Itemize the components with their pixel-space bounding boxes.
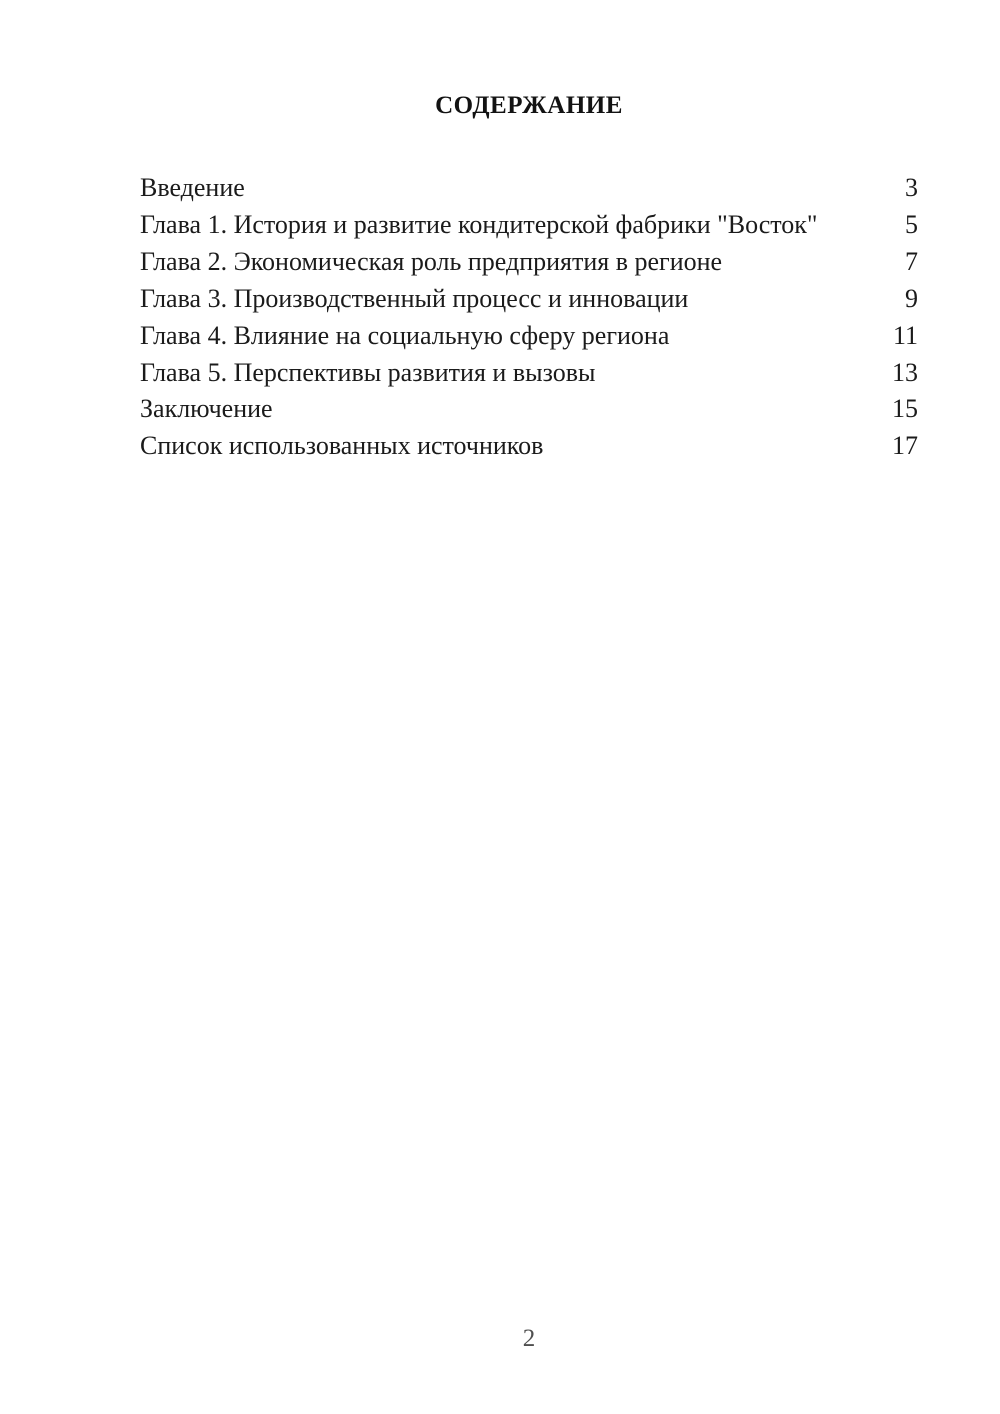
toc-entry bbox=[140, 170, 918, 207]
toc-entry-page: 7 bbox=[905, 246, 918, 276]
toc-entry-page: 15 bbox=[892, 394, 918, 424]
toc-entry-page: 5 bbox=[905, 209, 918, 239]
toc-entry-page: 11 bbox=[892, 320, 918, 350]
toc-entry bbox=[140, 355, 918, 392]
toc-entry-page: 17 bbox=[892, 431, 918, 461]
toc-entry-label: Глава 4. Влияние на социальную сферу региона bbox=[140, 320, 670, 350]
toc-entry-label: Введение bbox=[140, 173, 245, 202]
toc-entry bbox=[140, 428, 918, 465]
toc-entry bbox=[140, 207, 918, 244]
toc-entry-page: 13 bbox=[892, 357, 918, 387]
toc-entry bbox=[140, 281, 918, 318]
toc-list bbox=[140, 170, 918, 465]
toc-entry-page: 3 bbox=[905, 173, 918, 202]
toc-entry-label: Глава 2. Экономическая роль предприятия в регионе bbox=[140, 246, 723, 276]
toc-entry-label: Заключение bbox=[140, 394, 273, 424]
page-title: СОДЕРЖАНИЕ bbox=[435, 92, 623, 119]
toc-entry-label: Глава 1. История и развитие кондитерской фабрики "Восток" bbox=[140, 209, 818, 239]
toc-entry-label: Глава 5. Перспективы развития и вызовы bbox=[140, 357, 596, 387]
toc-entry bbox=[140, 391, 918, 428]
toc-entry-page: 9 bbox=[905, 283, 918, 313]
toc-entry-label: Список использованных источников bbox=[140, 431, 544, 461]
footer-page-number: 2 bbox=[522, 1325, 536, 1352]
toc-entry bbox=[140, 244, 918, 281]
toc-entry-label: Глава 3. Производственный процесс и инновации bbox=[140, 283, 689, 313]
toc-entry bbox=[140, 318, 918, 355]
